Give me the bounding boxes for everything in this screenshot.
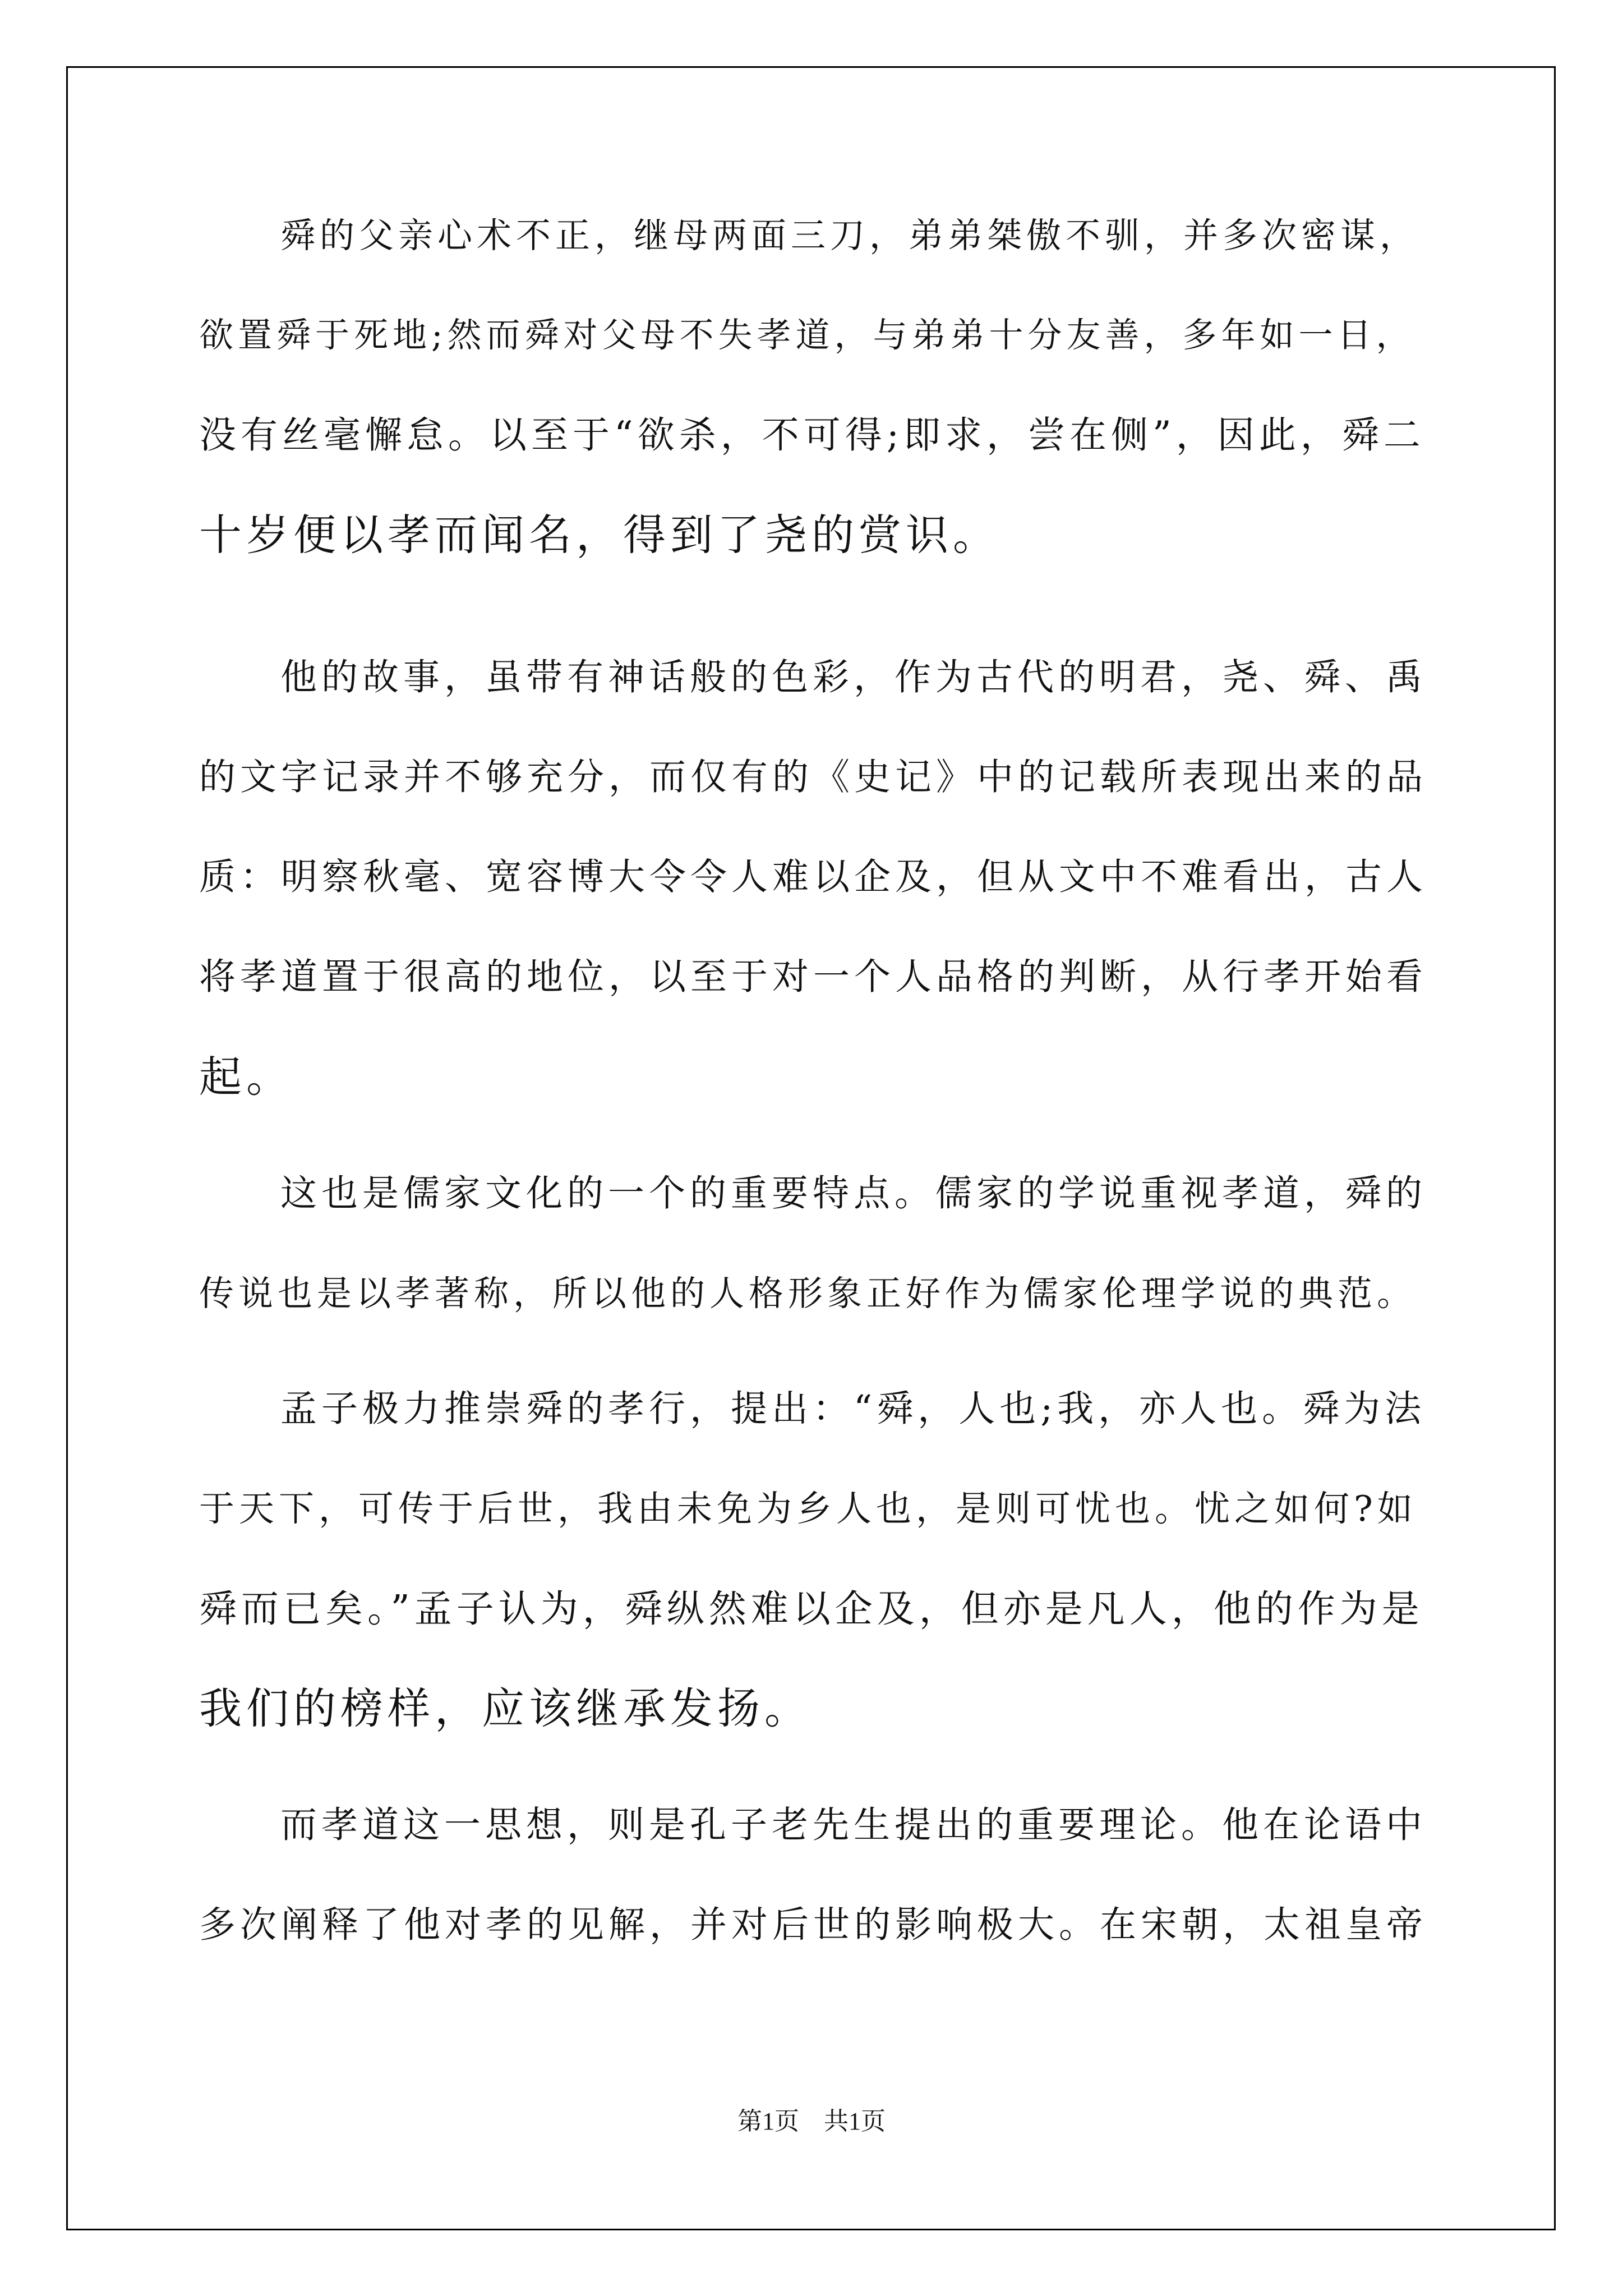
- text-line: 欲置舜于死地;然而舜对父母不失孝道，与弟弟十分友善，多年如一日，: [199, 315, 1415, 355]
- text-line: 传说也是以孝著称，所以他的人格形象正好作为儒家伦理学说的典范。: [199, 1273, 1417, 1314]
- text-line: 舜的父亲心术不正，继母两面三刀，弟弟桀傲不驯，并多次密谋，: [280, 215, 1419, 256]
- text-line: 而孝道这一思想，则是孔子老先生提出的重要理论。他在论语中: [280, 1804, 1427, 1846]
- text-line: 我们的榜样，应该继承发扬。: [199, 1683, 811, 1733]
- text-line: 将孝道置于很高的地位，以至于对一个人品格的判断，从行孝开始看: [199, 956, 1428, 998]
- text-line: 舜而已矣。”孟子认为，舜纵然难以企及，但亦是凡人，他的作为是: [199, 1587, 1424, 1631]
- text-line: 十岁便以孝而闻名，得到了尧的赏识。: [199, 510, 1000, 560]
- text-line: 孟子极力推崇舜的孝行，提出：“舜，人也;我，亦人也。舜为法: [280, 1388, 1426, 1430]
- text-line: 的文字记录并不够充分，而仅有的《史记》中的记载所表现出来的品: [199, 756, 1428, 798]
- text-line: 他的故事，虽带有神话般的色彩，作为古代的明君，尧、舜、禹: [280, 656, 1427, 698]
- text-line: 多次阐释了他对孝的见解，并对后世的影响极大。在宋朝，太祖皇帝: [199, 1904, 1428, 1946]
- text-line: 起。: [199, 1052, 293, 1102]
- page-footer: 第1页 共1页: [737, 2108, 886, 2135]
- text-line: 质：明察秋毫、宽容博大令令人难以企及，但从文中不难看出，古人: [199, 856, 1428, 898]
- text-line: 这也是儒家文化的一个的重要特点。儒家的学说重视孝道，舜的: [280, 1172, 1427, 1214]
- text-line: 于天下，可传于后世，我由未免为乡人也，是则可忧也。忧之如何?如: [199, 1488, 1417, 1529]
- text-line: 没有丝毫懈怠。以至于“欲杀，不可得;即求，尝在侧”，因此，舜二: [199, 413, 1425, 457]
